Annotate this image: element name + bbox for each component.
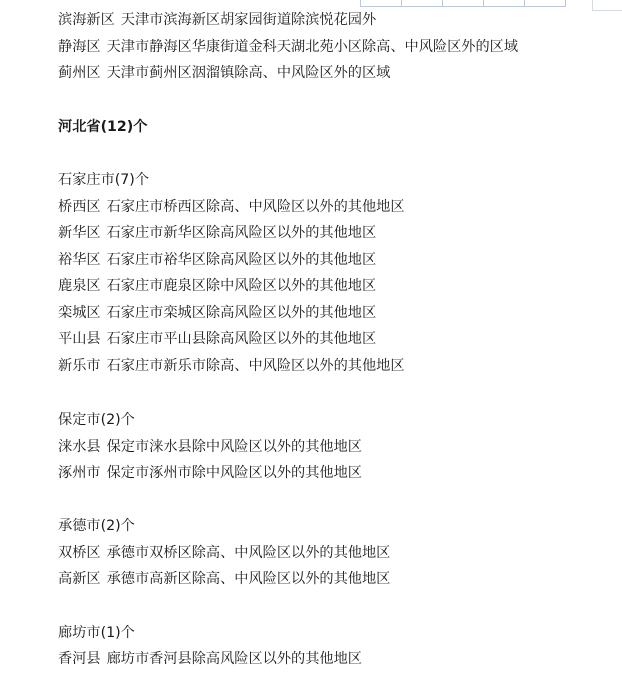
district-name: 新乐市 (58, 358, 101, 374)
district-description: 承德市高新区除高、中风险区以外的其他地区 (106, 571, 391, 587)
list-item (58, 356, 405, 376)
table-cell (401, 0, 442, 6)
page-corner-box (592, 0, 622, 11)
district-description: 天津市静海区华康街道金科天湖北苑小区除高、中风险区外的区域 (106, 39, 519, 55)
district-description: 石家庄市栾城区除高风险区以外的其他地区 (106, 305, 377, 321)
district-description: 石家庄市新乐市除高、中风险区以外的其他地区 (106, 358, 405, 374)
list-item (58, 276, 376, 296)
table-cell (442, 0, 483, 6)
list-item (58, 543, 390, 563)
district-name: 涞水县 (58, 439, 101, 455)
district-description: 保定市涿州市除中风险区以外的其他地区 (106, 465, 362, 481)
district-name: 静海区 (58, 39, 101, 55)
list-item (58, 10, 376, 30)
district-name: 栾城区 (58, 305, 101, 321)
city-heading: 廊坊市(1)个 (58, 625, 135, 641)
district-description: 承德市双桥区除高、中风险区以外的其他地区 (106, 545, 391, 561)
district-description: 石家庄市平山县除高风险区以外的其他地区 (106, 331, 377, 347)
city-heading: 石家庄市(7)个 (58, 172, 150, 188)
district-name: 双桥区 (58, 545, 101, 561)
district-description: 天津市滨海新区胡家园街道除滨悦花园外 (120, 12, 377, 28)
district-name: 蓟州区 (58, 65, 101, 81)
list-item (58, 223, 376, 243)
list-item (58, 329, 376, 349)
list-item (58, 250, 376, 270)
district-description: 石家庄市桥西区除高、中风险区以外的其他地区 (106, 199, 405, 215)
list-item (58, 649, 362, 669)
list-item (58, 37, 518, 57)
list-item (58, 463, 362, 483)
city-heading: 承德市(2)个 (58, 518, 135, 534)
city-heading: 保定市(2)个 (58, 412, 135, 428)
district-name: 裕华区 (58, 252, 101, 268)
district-description: 石家庄市裕华区除高风险区以外的其他地区 (106, 252, 377, 268)
list-item (58, 63, 390, 83)
province-heading: 河北省(12)个 (58, 119, 148, 135)
table-cell (360, 0, 401, 6)
district-name: 桥西区 (58, 199, 101, 215)
district-name: 鹿泉区 (58, 278, 101, 294)
district-name: 滨海新区 (58, 12, 115, 28)
district-description: 石家庄市鹿泉区除中风险区以外的其他地区 (106, 278, 377, 294)
table-fragment (360, 0, 566, 7)
district-name: 新华区 (58, 225, 101, 241)
table-cell (483, 0, 524, 6)
district-description: 天津市蓟州区洇溜镇除高、中风险区外的区域 (106, 65, 391, 81)
district-description: 保定市涞水县除中风险区以外的其他地区 (106, 439, 362, 455)
table-cell (524, 0, 566, 6)
list-item (58, 197, 405, 217)
district-name: 香河县 (58, 651, 101, 667)
district-description: 石家庄市新华区除高风险区以外的其他地区 (106, 225, 377, 241)
list-item (58, 437, 362, 457)
district-description: 廊坊市香河县除高风险区以外的其他地区 (106, 651, 362, 667)
district-name: 涿州市 (58, 465, 101, 481)
list-item (58, 303, 376, 323)
district-name: 高新区 (58, 571, 101, 587)
district-name: 平山县 (58, 331, 101, 347)
list-item (58, 569, 390, 589)
